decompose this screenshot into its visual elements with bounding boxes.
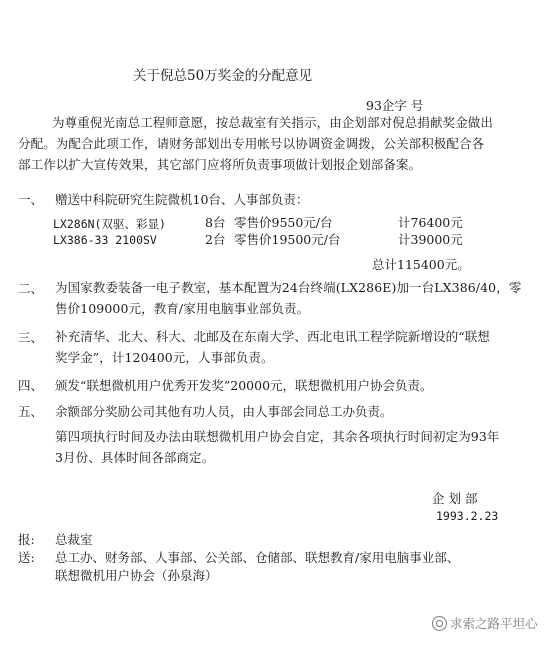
document-title: 关于倪总50万奖金的分配意见 xyxy=(133,68,313,84)
closing-paragraph xyxy=(55,426,550,468)
document-number: 93企字 号 xyxy=(366,98,424,113)
item-1-text: 赠送中科院研究生院微机10台、人事部负责： xyxy=(55,192,309,207)
intro-line: 部工作以扩大宣传效果，其它部门应将所负责事项做计划报企划部备案。 xyxy=(18,157,422,172)
closing-line: 3月份、具体时间各部商定。 xyxy=(55,450,215,465)
row-price: 零售价19500元/台 xyxy=(234,232,341,247)
item-3-line: 奖学金”，计120400元，人事部负责。 xyxy=(55,350,274,365)
intro-paragraph xyxy=(18,112,548,175)
row-total: 计39000元 xyxy=(398,232,463,247)
row-model: LX386-33 2100SV xyxy=(53,233,157,247)
watermark-text: 求索之路平坦心 xyxy=(450,616,538,631)
item-1-sum: 总计115400元。 xyxy=(372,257,470,272)
item-2-line: 为国家教委装备一电子教室，基本配置为24台终端(LX286E)加一台LX386/40，零 xyxy=(55,280,522,295)
item-4-number: 四、 xyxy=(18,378,44,393)
item-2-number: 二、 xyxy=(18,281,44,296)
send-line: 总工办、财务部、人事部、公关部、仓储部、联想教育/家用电脑事业部、 xyxy=(55,550,460,565)
wechat-channel-icon xyxy=(432,616,447,631)
row-qty: 2台 xyxy=(205,232,226,247)
intro-line: 分配。为配合此项工作，请财务部划出专用帐号以协调资金调拨，公关部积极配合各 xyxy=(18,136,485,151)
signature-date: 1993.2.23 xyxy=(436,509,499,523)
row-model: LX286N(双驱、彩显) xyxy=(53,217,166,231)
item-3-line: 补充清华、北大、科大、北邮及在东南大学、西北电讯工程学院新增设的“联想 xyxy=(55,329,490,344)
closing-line: 第四项执行时间及办法由联想微机用户协会自定，其余各项执行时间初定为93年 xyxy=(55,429,500,444)
intro-line: 为尊重倪光南总工程师意愿，按总裁室有关指示，由企划部对倪总捐献奖金做出 xyxy=(52,115,494,130)
item-5-text: 余额部分奖励公司其他有功人员，由人事部会同总工办负责。 xyxy=(55,404,393,419)
report-label: 报: xyxy=(18,532,35,547)
signature-dept: 企 划 部 xyxy=(432,491,478,506)
send-label: 送: xyxy=(18,550,35,565)
report-to: 总裁室 xyxy=(55,532,93,547)
item-4-text: 颁发“联想微机用户优秀开发奖”20000元，联想微机用户协会负责。 xyxy=(55,378,433,393)
item-2-line: 售价109000元，教育/家用电脑事业部负责。 xyxy=(55,301,310,316)
item-2-text xyxy=(55,277,550,319)
row-qty: 8台 xyxy=(205,215,226,230)
row-price: 零售价9550元/台 xyxy=(234,215,333,230)
row-total: 计76400元 xyxy=(398,215,463,230)
item-3-number: 三、 xyxy=(18,330,44,345)
item-3-text xyxy=(55,326,550,368)
item-1-number: 一、 xyxy=(18,192,44,207)
item-5-number: 五、 xyxy=(18,404,44,419)
send-line: 联想微机用户协会（孙泉海） xyxy=(55,568,218,583)
